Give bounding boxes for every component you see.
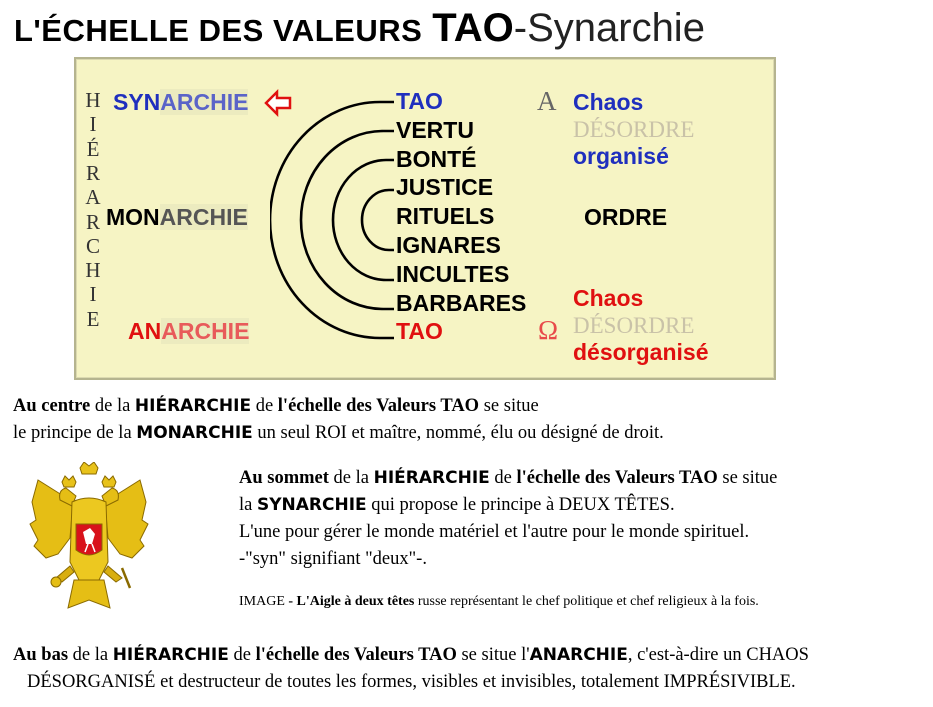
chaos-top: Chaos	[573, 89, 644, 115]
vertical-letter: H	[85, 258, 101, 283]
ladder-item: TAO	[396, 318, 443, 345]
page-title	[14, 6, 705, 51]
vertical-letter: I	[89, 282, 97, 307]
ladder-item: RITUELS	[396, 203, 495, 230]
ladder-item: BONTÉ	[396, 145, 477, 172]
ladder-item: BARBARES	[396, 289, 527, 316]
omega-symbol: Ω	[538, 315, 559, 345]
anarchie-prefix: AN	[128, 318, 162, 344]
paragraph-sommet: Au sommet de la HIÉRARCHIE de l'échelle des Valeurs TAO se situe la SYNARCHIE qui propose le principe à DEUX TÊTES. L'une pour gérer le monde matériel et l'autre pour le monde spirituel. -"syn" signifiant "deux"-.	[239, 468, 778, 569]
title-part1: L'ÉCHELLE DES VALEURS	[14, 13, 423, 48]
concentric-arcs	[270, 90, 400, 350]
desordre-bottom: DÉSORDRE	[573, 313, 695, 338]
right-bottom-block	[573, 285, 709, 366]
double-headed-eagle-icon	[28, 462, 150, 614]
vertical-letter: E	[86, 306, 100, 331]
ladder-item: JUSTICE	[396, 174, 494, 201]
ladder-item: IGNARES	[396, 232, 501, 258]
vertical-letter: C	[85, 233, 100, 258]
chaos-bottom: Chaos	[573, 285, 644, 311]
ladder-item: TAO	[396, 88, 443, 114]
synarchie-prefix: SYN	[113, 89, 161, 115]
ladder-item: INCULTES	[396, 260, 510, 287]
organise: organisé	[573, 143, 669, 169]
ordre-label: ORDRE	[584, 204, 668, 230]
synarchie-suffix: ARCHIE	[160, 89, 249, 115]
desorganise: désorganisé	[573, 339, 709, 365]
vertical-letter: H	[85, 88, 101, 112]
ladder-item: VERTU	[396, 116, 474, 143]
vertical-letter: A	[85, 185, 101, 210]
label-monarchie	[106, 204, 248, 231]
label-synarchie	[113, 89, 248, 116]
paragraph-bas: Au bas de la HIÉRARCHIE de l'échelle des Valeurs TAO se situe l'ANARCHIE, c'est-à-dire un CHAOS DÉSORGANISÉ et destructeur de toutes les formes, visibles et invisibles, totalement IMPRÉSIVIBLE.	[13, 645, 809, 692]
title-part2: TAO	[432, 6, 514, 50]
anarchie-suffix: ARCHIE	[161, 318, 250, 344]
vertical-letter: R	[85, 209, 100, 234]
image-caption: IMAGE - L'Aigle à deux têtes russe représentant le chef politique et chef religieux à la fois.	[239, 594, 759, 609]
title-part3: -Synarchie	[513, 6, 705, 50]
monarchie-suffix: ARCHIE	[159, 204, 248, 230]
vertical-letter: É	[86, 136, 100, 161]
desordre-top: DÉSORDRE	[573, 117, 695, 142]
alpha-symbol: A	[537, 86, 557, 116]
vertical-letter: R	[85, 160, 100, 185]
vertical-letter: I	[89, 112, 97, 137]
label-anarchie	[128, 318, 249, 345]
right-top-block	[573, 89, 694, 170]
monarchie-prefix: MON	[106, 204, 160, 230]
paragraph-centre: Au centre de la HIÉRARCHIE de l'échelle des Valeurs TAO se situe le principe de la MONARCHIE un seul ROI et maître, nommé, élu ou désigné de droit.	[13, 396, 664, 443]
